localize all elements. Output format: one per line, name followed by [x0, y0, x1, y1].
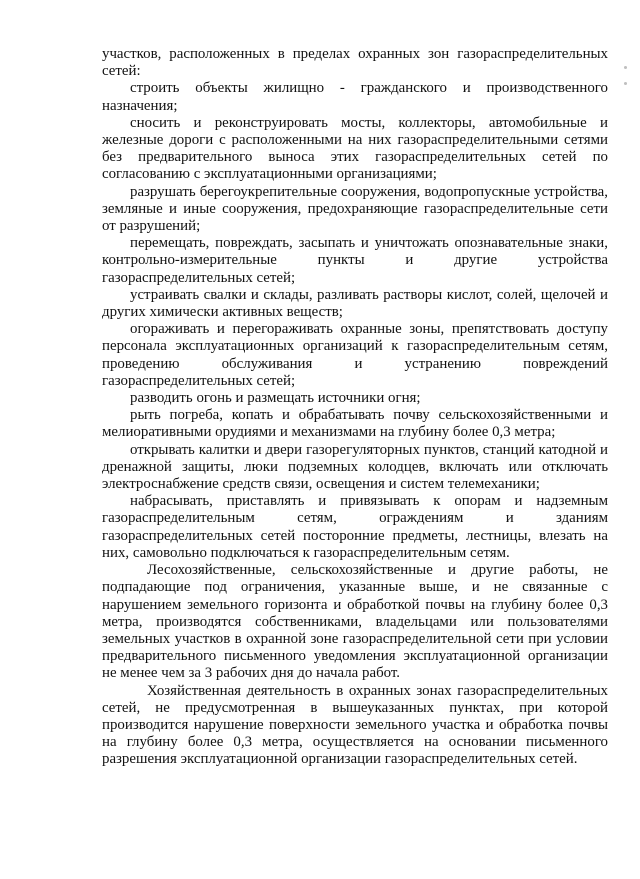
list-item-dumps: устраивать свалки и склады, разливать растворы кислот, солей, щелочей и других химически активных веществ; — [102, 286, 608, 321]
list-item-open-gates: открывать калитки и двери газорегуляторных пунктов, станций катодной и дренажной защиты, люки подземных колодцев, включать или отключать электроснабжение средств связи, освещения и систем телемеханики; — [102, 441, 608, 493]
paragraph-economic-activity: Хозяйственная деятельность в охранных зонах газораспределительных сетей, не предусмотренная в вышеуказанных пунктах, при которой производится нарушение поверхности земельного участка и обработка почвы на глубину более 0,3 метра, осуществляется на основании письменного разрешения эксплуатационной организации газораспределительных сетей. — [102, 682, 608, 768]
paragraph-forestry-works: Лесохозяйственные, сельскохозяйственные и другие работы, не подпадающие под ограничения, указанные выше, и не связанные с нарушением земельного горизонта и обработкой почвы на глубину более 0,3 метра, производятся собственниками, владельцами или пользователями земельных участков в охранной зоне газораспределительной сети при условии предварительного письменного уведомления эксплуатационной организации не менее чем за 3 рабочих дня до начала работ. — [102, 562, 608, 682]
scan-artifact — [624, 66, 627, 69]
list-item-digging: рыть погреба, копать и обрабатывать почву сельскохозяйственными и мелиоративными орудиями и механизмами на глубину более 0,3 метра; — [102, 407, 608, 441]
list-item-attach-objects: набрасывать, приставлять и привязывать к опорам и надземным газораспределительным сетям, ограждениям и зданиям газораспределительных сетей посторонние предметы, лестницы, влезать на них, самовольно подключаться к газораспределительным сетям. — [102, 493, 608, 561]
paragraph-continuation: участков, расположенных в пределах охранных зон газораспределительных сетей: — [102, 46, 608, 80]
list-item-demolish-bridges: сносить и реконструировать мосты, коллекторы, автомобильные и железные дороги с расположенными на них газораспределительными сетями без предварительного выноса этих газораспределительных сетей по согласованию с эксплуатационными организациями; — [102, 114, 608, 183]
list-item-build-objects: строить объекты жилищно - гражданского и производственного назначения; — [102, 80, 608, 114]
list-item-fencing: огораживать и перегораживать охранные зоны, препятствовать доступу персонала эксплуатационных организаций к газораспределительным сетям, проведению обслуживания и устранению повреждений газораспределительных сетей; — [102, 321, 608, 389]
scan-artifact — [624, 82, 627, 85]
list-item-destroy-structures: разрушать берегоукрепительные сооружения, водопропускные устройства, земляные и иные сооружения, предохраняющие газораспределительные сети от разрушений; — [102, 183, 608, 235]
document-body — [102, 46, 608, 769]
list-item-fire: разводить огонь и размещать источники огня; — [130, 390, 421, 407]
list-item-move-signs: перемещать, повреждать, засыпать и уничтожать опознавательные знаки, контрольно-измерительные пункты и другие устройства газораспределительных сетей; — [102, 235, 608, 286]
